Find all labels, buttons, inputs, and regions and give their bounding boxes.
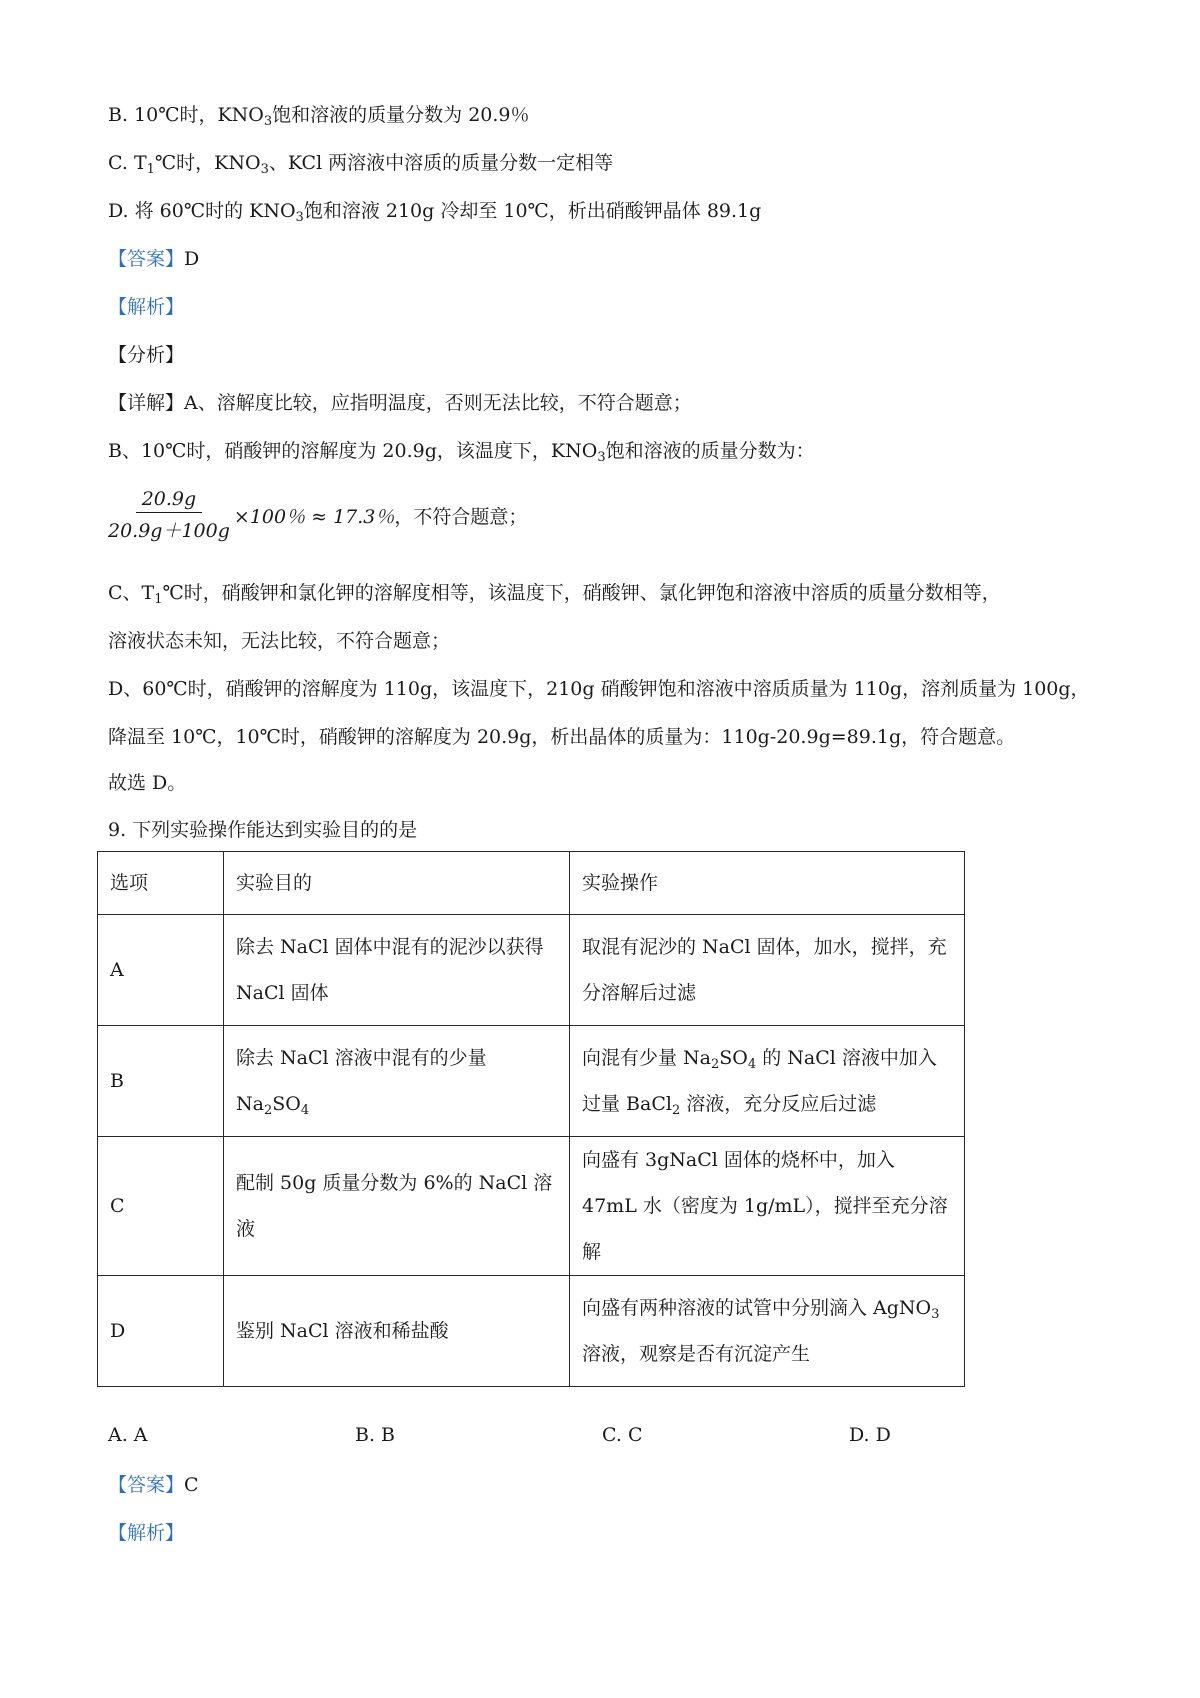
subscript: 3 (260, 162, 269, 177)
option-b-text: B. 10℃时，KNO (108, 104, 264, 126)
detail-c-line2: 溶液状态未知，无法比较，不符合题意； (108, 630, 451, 652)
row-operation: 向盛有 3gNaCl 固体的烧杯中，加入 47mL 水（密度为 1g/mL），搅拌至充分溶解 (582, 1149, 948, 1263)
fraction-formula (108, 488, 527, 543)
detail-c-text: C、T (108, 582, 155, 604)
choice-options (108, 1424, 1108, 1446)
experiment-table (97, 851, 965, 1387)
subscript: 1 (146, 162, 155, 177)
answer-value: D (184, 248, 200, 270)
table-row (98, 1137, 965, 1276)
detail-c-line1 (108, 580, 1001, 606)
option-b-line (108, 102, 530, 128)
choice-d: D. D (849, 1424, 891, 1446)
option-c-text-mid: ℃时，KNO (154, 152, 261, 174)
row-option: D (98, 1276, 224, 1387)
detail-c-text-end: ℃时，硝酸钾和氯化钾的溶解度相等，该温度下，硝酸钾、氯化钾饱和溶液中溶质的质量分数相等， (162, 582, 1001, 604)
detail-d-line1: D、60℃时，硝酸钾的溶解度为 110g，该温度下，210g 硝酸钾饱和溶液中溶质质量为 110g，溶剂质量为 100g， (108, 678, 1090, 700)
q9-answer-line (108, 1472, 199, 1498)
row-operation: 向盛有两种溶液的试管中分别滴入 AgNO$_3$ 溶液，观察是否有沉淀产生 (582, 1297, 940, 1365)
table-row (98, 1026, 965, 1137)
option-c-line (108, 150, 613, 176)
detail-d-line2: 降温至 10℃，10℃时，硝酸钾的溶解度为 20.9g，析出晶体的质量为：110g-20.9g=89.1g，符合题意。 (108, 726, 1016, 748)
row-purpose: 配制 50g 质量分数为 6%的 NaCl 溶液 (236, 1172, 553, 1240)
analysis-tag: 【解析】 (108, 296, 185, 318)
row-option: B (98, 1026, 224, 1137)
table-header-row (98, 852, 965, 915)
fraction (108, 488, 230, 543)
fenxi-tag: 【分析】 (108, 344, 185, 366)
conclusion: 故选 D。 (108, 772, 187, 794)
row-option: A (98, 915, 224, 1026)
choice-c: C. C (602, 1424, 643, 1446)
detail-a: 【详解】A、溶解度比较，应指明温度，否则无法比较，不符合题意； (108, 392, 692, 414)
row-purpose: 鉴别 NaCl 溶液和稀盐酸 (236, 1320, 449, 1342)
fraction-result: ×100％ ≈ 17.3％ (233, 506, 395, 528)
header-operation: 实验操作 (570, 852, 965, 915)
detail-b-text: B、10℃时，硝酸钾的溶解度为 20.9g，该温度下，KNO (108, 440, 598, 462)
choice-b: B. B (355, 1424, 396, 1446)
q9-analysis-tag: 【解析】 (108, 1522, 185, 1544)
option-c-text-end: 、KCl 两溶液中溶质的质量分数一定相等 (268, 152, 614, 174)
option-d-line (108, 198, 761, 224)
header-purpose: 实验目的 (224, 852, 570, 915)
row-operation: 取混有泥沙的 NaCl 固体，加水，搅拌，充分溶解后过滤 (582, 936, 947, 1004)
detail-b-text-end: 饱和溶液的质量分数为： (605, 440, 815, 462)
fraction-comment: ，不符合题意； (394, 506, 528, 528)
answer-tag: 【答案】 (108, 248, 185, 270)
option-c-text: C. T (108, 152, 147, 174)
subscript: 1 (154, 592, 163, 607)
fraction-denominator: 20.9g＋100g (108, 520, 230, 542)
header-option: 选项 (98, 852, 224, 915)
table-row (98, 1276, 965, 1387)
answer-line (108, 246, 199, 272)
answer-tag: 【答案】 (108, 1474, 185, 1496)
answer-value: C (184, 1474, 199, 1496)
subscript: 3 (263, 114, 273, 129)
row-operation: 向混有少量 $Na_2SO_4$ 的 NaCl 溶液中加入过量 BaCl$_2$ 溶液，充分反应后过滤 (582, 1047, 937, 1118)
row-purpose: 除去 NaCl 溶液中混有的少量 $Na_2SO_4$ (236, 1047, 487, 1118)
row-option: C (98, 1137, 224, 1276)
option-b-text-end: 饱和溶液的质量分数为 20.9％ (272, 104, 530, 126)
choice-a: A. A (108, 1424, 148, 1446)
detail-b-line (108, 438, 815, 464)
row-purpose: 除去 NaCl 固体中混有的泥沙以获得 NaCl 固体 (236, 936, 544, 1004)
subscript: 3 (295, 210, 304, 225)
fraction-numerator: 20.9g (136, 488, 202, 513)
option-d-text: D. 将 60℃时的 KNO (108, 200, 296, 222)
table-row (98, 915, 965, 1026)
question-9-stem: 9. 下列实验操作能达到实验目的的是 (108, 819, 418, 841)
subscript: 3 (597, 450, 606, 465)
option-d-text-end: 饱和溶液 210g 冷却至 10℃，析出硝酸钾晶体 89.1g (303, 200, 762, 222)
